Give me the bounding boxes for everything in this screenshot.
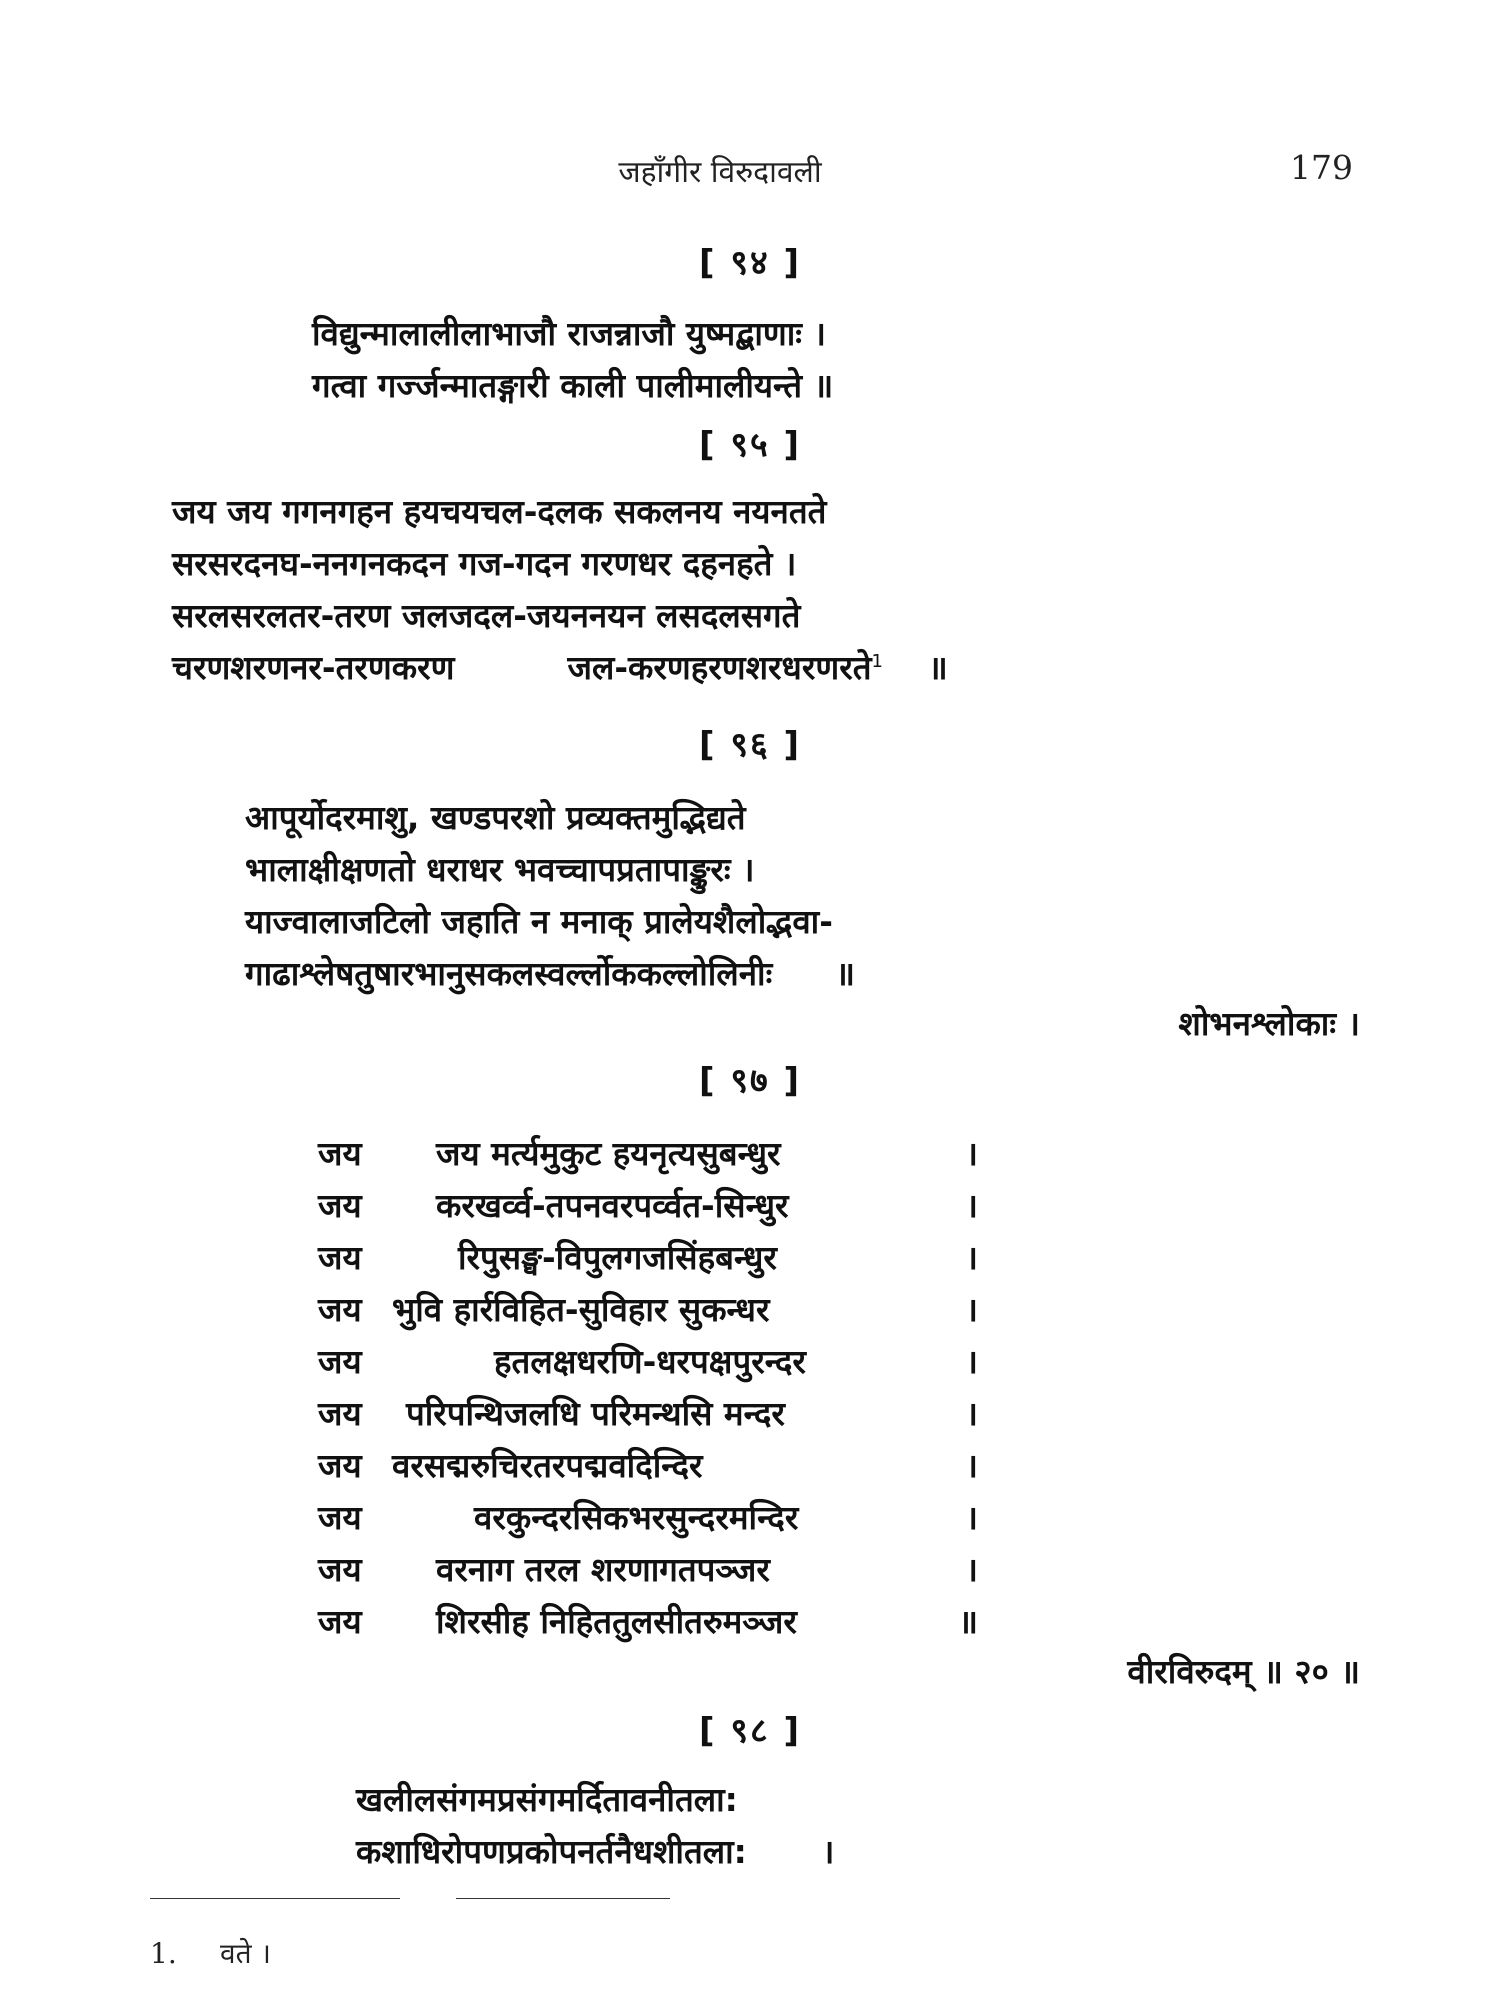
jaya-word: जय — [318, 1290, 362, 1329]
verse-97-row — [318, 1390, 978, 1434]
verse-95-line-1: जय जय गगनगहन हयचयचल-दलक सकलनय नयनतते — [172, 492, 827, 531]
verse-95-line-2: सरसरदनघ-ननगनकदन गज-गदन गरणधर दहनहते । — [172, 544, 797, 583]
verse-96-line-4-end: ॥ — [835, 954, 856, 993]
running-header-title: जहाँगीर विरुदावली — [618, 155, 822, 190]
verse-97-row-text: परिपन्थिजलधि परिमन्थसि मन्दर — [406, 1394, 785, 1433]
verse-97-row-end: । — [965, 1186, 978, 1225]
footnote-reference: 1 — [871, 651, 883, 672]
verse-97-row — [318, 1286, 978, 1330]
verse-96-line-3: याज्वालाजटिलो जहाति न मनाक् प्रालेयशैलोद्भवा- — [245, 902, 833, 941]
verse-number-94: [ ९४ ] — [698, 243, 802, 283]
verse-98-line-1: खलीलसंगमप्रसंगमर्दितावनीतला: — [356, 1780, 738, 1819]
verse-94-line-2: गत्वा गर्ज्जन्मातङ्गारी काली पालीमालीयन्ते ॥ — [312, 366, 834, 405]
jaya-word: जय — [318, 1446, 362, 1485]
verse-98-line-2 — [356, 1828, 834, 1873]
verse-number-97: [ ९७ ] — [698, 1061, 802, 1101]
verse-97-row-end: । — [965, 1290, 978, 1329]
verse-97-row-text: वरसद्मरुचिरतरपद्मवदिन्दिर — [392, 1446, 703, 1485]
verse-97-row-text: रिपुसङ्घ-विपुलगजसिंहबन्धुर — [458, 1238, 777, 1277]
verse-97-row-end: । — [965, 1394, 978, 1433]
footnote-rule-right — [456, 1898, 670, 1899]
vira-virudam-label: वीरविरुदम् ॥ २० ॥ — [1127, 1652, 1360, 1691]
verse-97-row — [318, 1338, 978, 1382]
verse-number-98: [ ९८ ] — [698, 1711, 802, 1751]
jaya-word: जय — [318, 1186, 362, 1225]
verse-97-row-end: । — [965, 1550, 978, 1589]
verse-95-line-4-part-a: चरणशरणनर-तरणकरण — [172, 648, 455, 687]
verse-96-line-4 — [245, 950, 855, 995]
verse-97-row — [318, 1442, 978, 1486]
footnote-number: 1. — [150, 1937, 177, 1970]
footnote-rule-left — [150, 1898, 400, 1899]
verse-number-95: [ ९५ ] — [698, 425, 802, 465]
verse-97-row — [318, 1130, 978, 1174]
verse-97-row-text: भुवि हार्रविहित-सुविहार सुकन्धर — [392, 1290, 770, 1329]
verse-97-row — [318, 1182, 978, 1226]
verse-97-row-end: । — [965, 1498, 978, 1537]
shobhana-shloka-label: शोभनश्लोकाः । — [1178, 1004, 1360, 1043]
verse-97-row-end: । — [965, 1238, 978, 1277]
jaya-word: जय — [318, 1498, 362, 1537]
jaya-word: जय — [318, 1550, 362, 1589]
jaya-word: जय — [318, 1342, 362, 1381]
verse-97-row-text: शिरसीह निहिततुलसीतरुमञ्जर — [436, 1602, 797, 1641]
jaya-word: जय — [318, 1602, 362, 1641]
verse-97-row-text: वरनाग तरल शरणागतपञ्जर — [436, 1550, 770, 1589]
footnote — [150, 1934, 271, 1972]
verse-number-96: [ ९६ ] — [698, 725, 802, 765]
verse-97-row — [318, 1598, 978, 1642]
verse-95-line-4 — [172, 644, 948, 689]
verse-97-row — [318, 1494, 978, 1538]
verse-97-row-text: करखर्व्व-तपनवरपर्व्वत-सिन्धुर — [436, 1186, 789, 1225]
verse-97-row-end: । — [965, 1134, 978, 1173]
verse-97-row-text: हतलक्षधरणि-धरपक्षपुरन्दर — [494, 1342, 806, 1381]
verse-95-line-4-end: ॥ — [927, 648, 948, 687]
jaya-word: जय — [318, 1238, 362, 1277]
verse-96-line-4-text: गाढाश्लेषतुषारभानुसकलस्वर्ल्लोककल्लोलिनीः — [245, 954, 773, 993]
verse-97-row-text: वरकुन्दरसिकभरसुन्दरमन्दिर — [474, 1498, 799, 1537]
verse-97-row-end: ॥ — [958, 1602, 978, 1641]
footnote-text: वते । — [220, 1937, 272, 1970]
jaya-word: जय — [318, 1394, 362, 1433]
verse-95-line-3: सरलसरलतर-तरण जलजदल-जयननयन लसदलसगते — [172, 596, 801, 635]
verse-98-line-2-end: । — [821, 1832, 835, 1871]
verse-97-row-end: । — [965, 1446, 978, 1485]
verse-97-row-end: । — [965, 1342, 978, 1381]
verse-97-row — [318, 1546, 978, 1590]
verse-94-line-1: विद्युन्मालालीलाभाजौ राजन्नाजौ युष्मद्बाणाः । — [312, 314, 826, 353]
verse-96-line-2: भालाक्षीक्षणतो धराधर भवच्चापप्रतापाङ्कुरः । — [245, 850, 755, 889]
verse-98-line-2-text: कशाधिरोपणप्रकोपनर्तनैधशीतला: — [356, 1832, 747, 1871]
verse-95-line-4-part-b: जल-करणहरणशरधरणरते — [567, 648, 872, 687]
jaya-word: जय — [318, 1134, 362, 1173]
page-number: 179 — [1290, 148, 1353, 187]
verse-96-line-1: आपूर्योदरमाशु, खण्डपरशो प्रव्यक्तमुद्भिद्यते — [245, 798, 746, 837]
verse-97-row — [318, 1234, 978, 1278]
verse-97-row-text: जय मर्त्यमुकुट हयनृत्यसुबन्धुर — [436, 1134, 781, 1173]
